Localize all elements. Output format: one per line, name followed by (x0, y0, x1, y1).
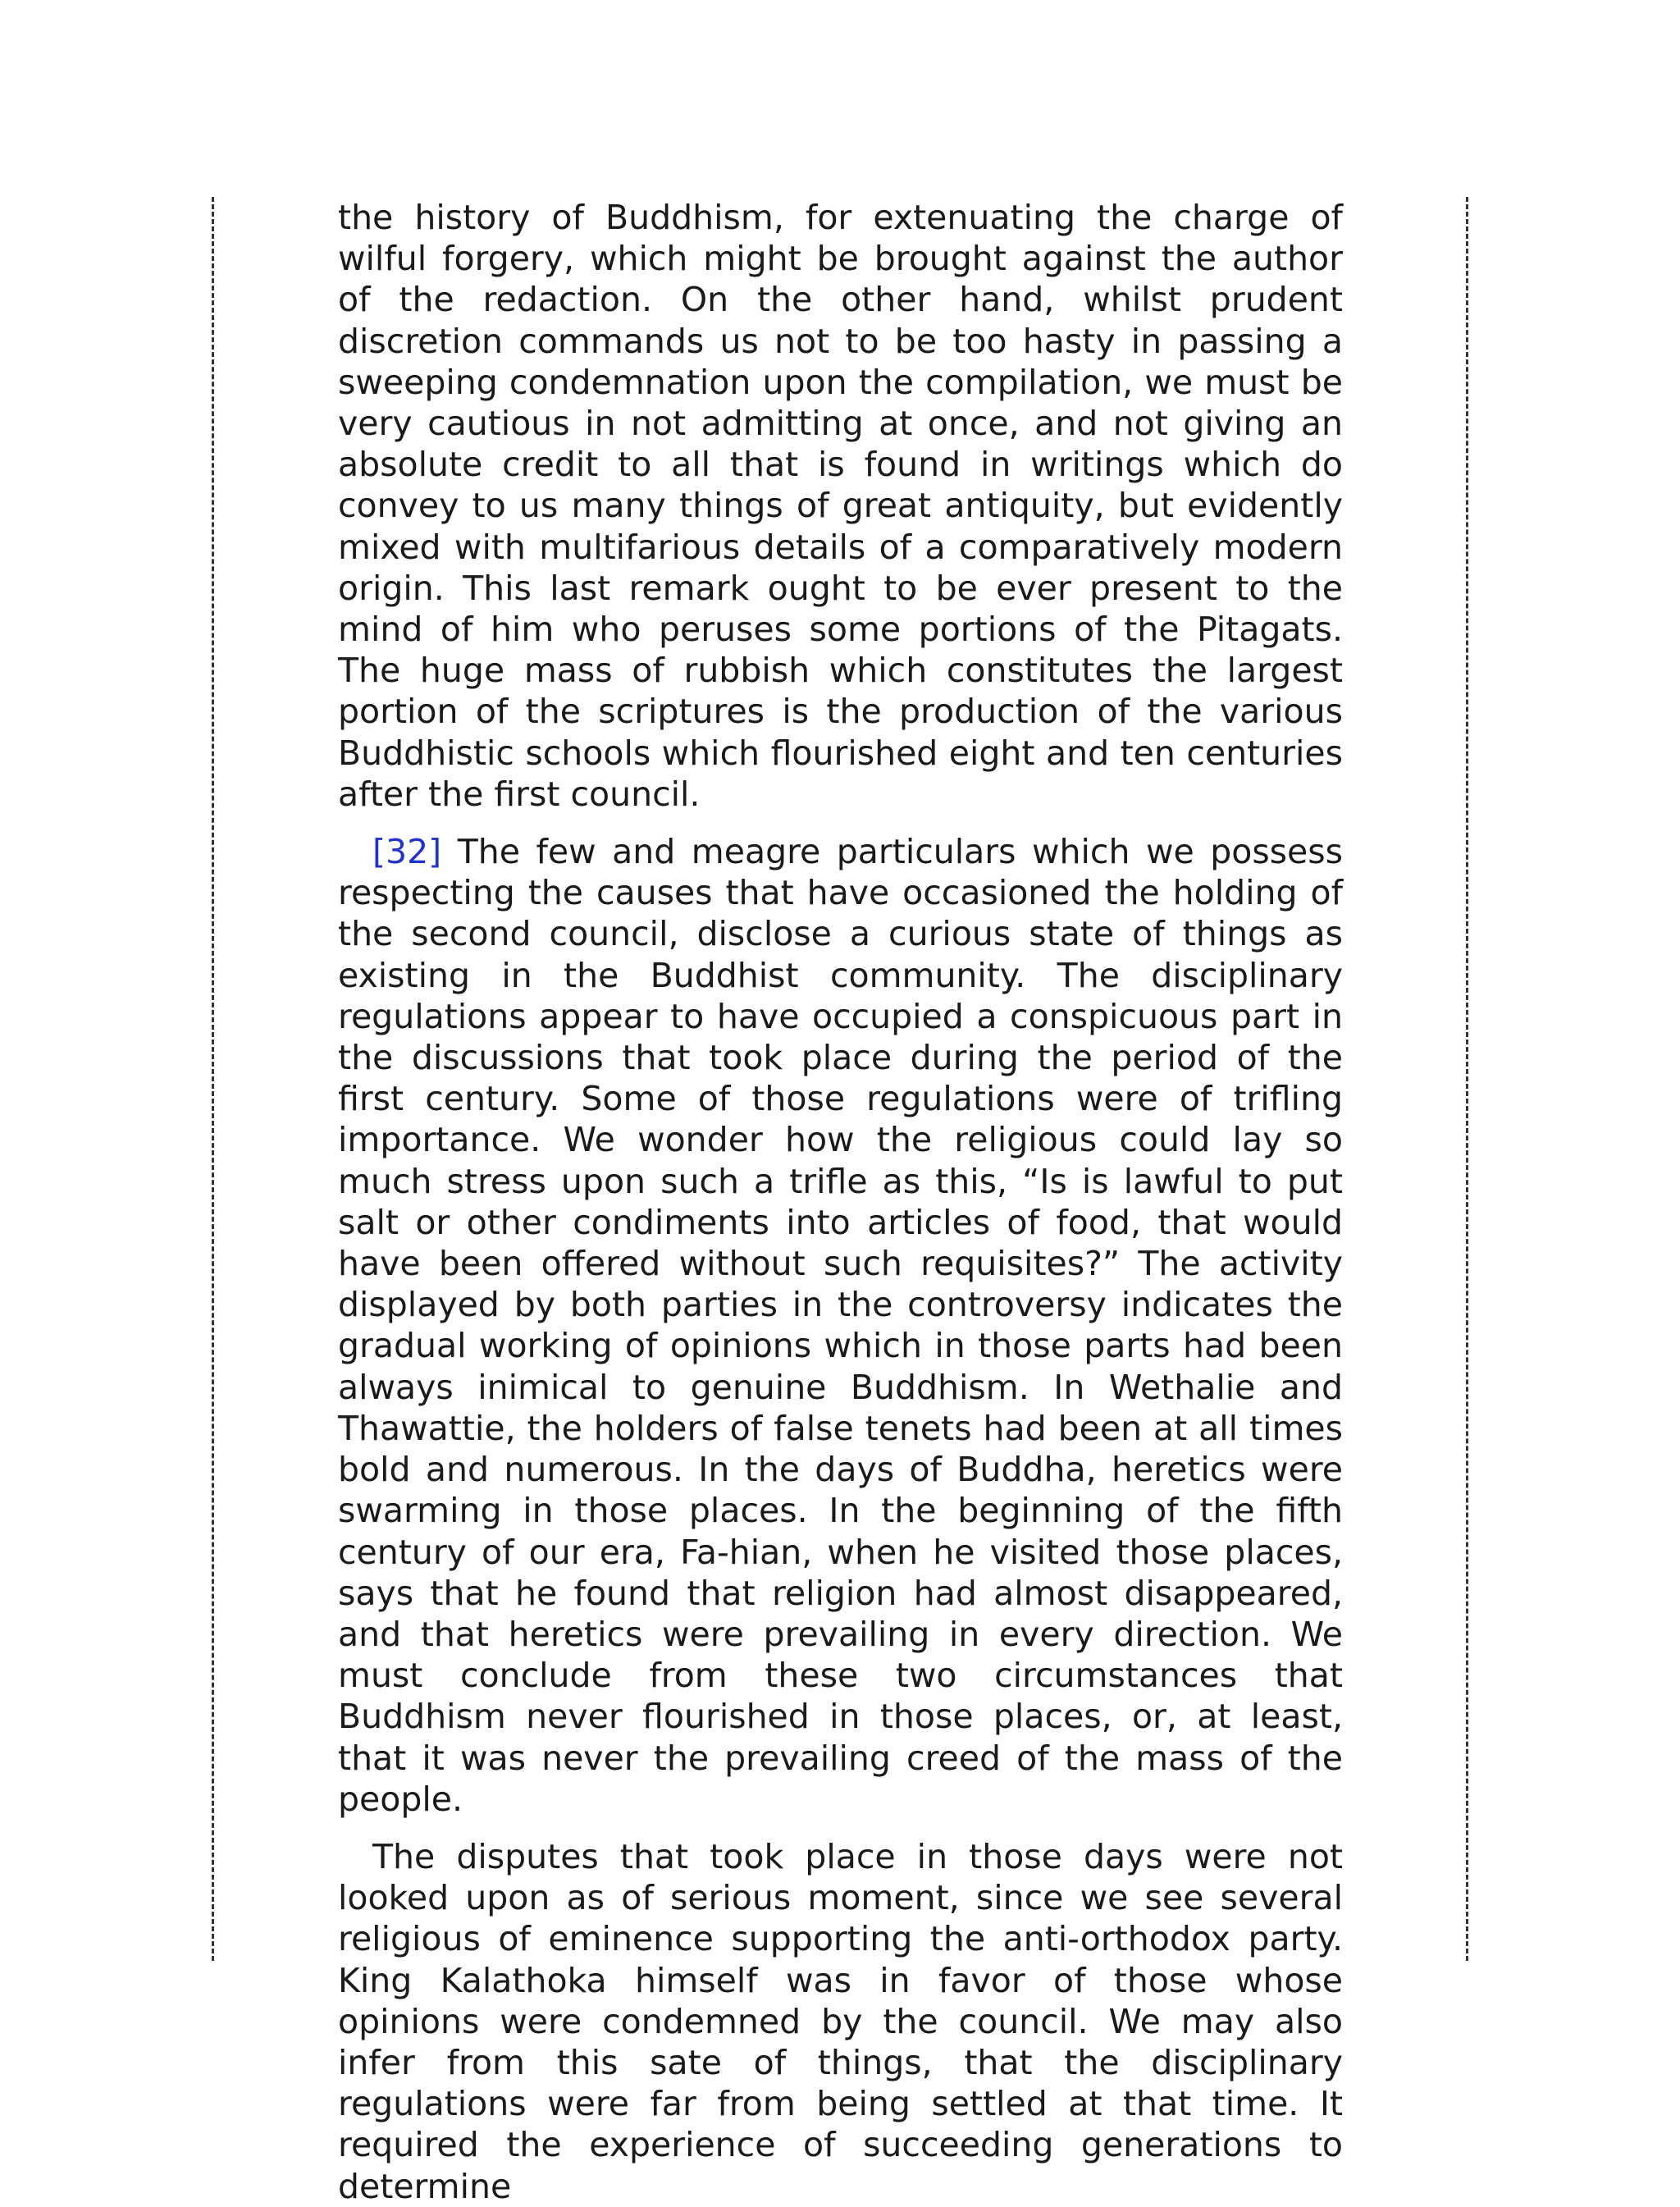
right-margin-rule (1466, 197, 1468, 1961)
left-margin-rule (212, 197, 214, 1961)
paragraph-1-text: the history of Buddhism, for extenuating the charge of wilful forgery, which might be brought against the author of the redaction. On the other hand, whilst prudent discretion commands us not to be too hasty in passing a sweeping condemnation upon the compilation, we must be very cautious in not admitting at once, and not giving an absolute credit to all that is found in writings which do convey to us many things of great antiquity, but evidently mixed with multifarious details of a comparatively modern origin. This last remark ought to be ever present to the mind of him who peruses some portions of the Pitagats. The huge mass of rubbish which constitutes the largest portion of the scriptures is the production of the various Buddhistic schools which flourished eight and ten centuries after the first council. (338, 198, 1343, 814)
page-number-link[interactable]: [32] (372, 832, 442, 872)
paragraph-3 (338, 1836, 1343, 2207)
paragraph-2-text: The few and meagre particulars which we possess respecting the causes that have occasioned the holding of the second council, disclose a curious state of things as existing in the Buddhist community. The disciplinary regulations appear to have occupied a conspicuous part in the discussions that took place during the period of the first century. Some of those regulations were of trifling importance. We wonder how the religious could lay so much stress upon such a trifle as this, “Is is lawful to put salt or other condiments into articles of food, that would have been offered without such requisites?” The activity displayed by both parties in the controversy indicates the gradual working of opinions which in those parts had been always inimical to genuine Buddhism. In Wethalie and Thawattie, the holders of false tenets had been at all times bold and numerous. In the days of Buddha, heretics were swarming in those places. In the beginning of the fifth century of our era, Fa-hian, when he visited those places, says that he found that religion had almost disappeared, and that heretics were prevailing in every direction. We must conclude from these two circumstances that Buddhism never flourished in those places, or, at least, that it was never the prevailing creed of the mass of the people. (338, 832, 1343, 1819)
paragraph-1 (338, 197, 1343, 815)
paragraph-2 (338, 831, 1343, 1820)
document-body (338, 197, 1343, 2207)
paragraph-3-text: The disputes that took place in those days were not looked upon as of serious moment, since we see several religious of eminence supporting the anti-orthodox party. King Kalathoka himself was in favor of those whose opinions were condemned by the council. We may also infer from this sate of things, that the disciplinary regulations were far from being settled at that time. It required the experience of succeeding generations to determine (338, 1836, 1343, 2206)
